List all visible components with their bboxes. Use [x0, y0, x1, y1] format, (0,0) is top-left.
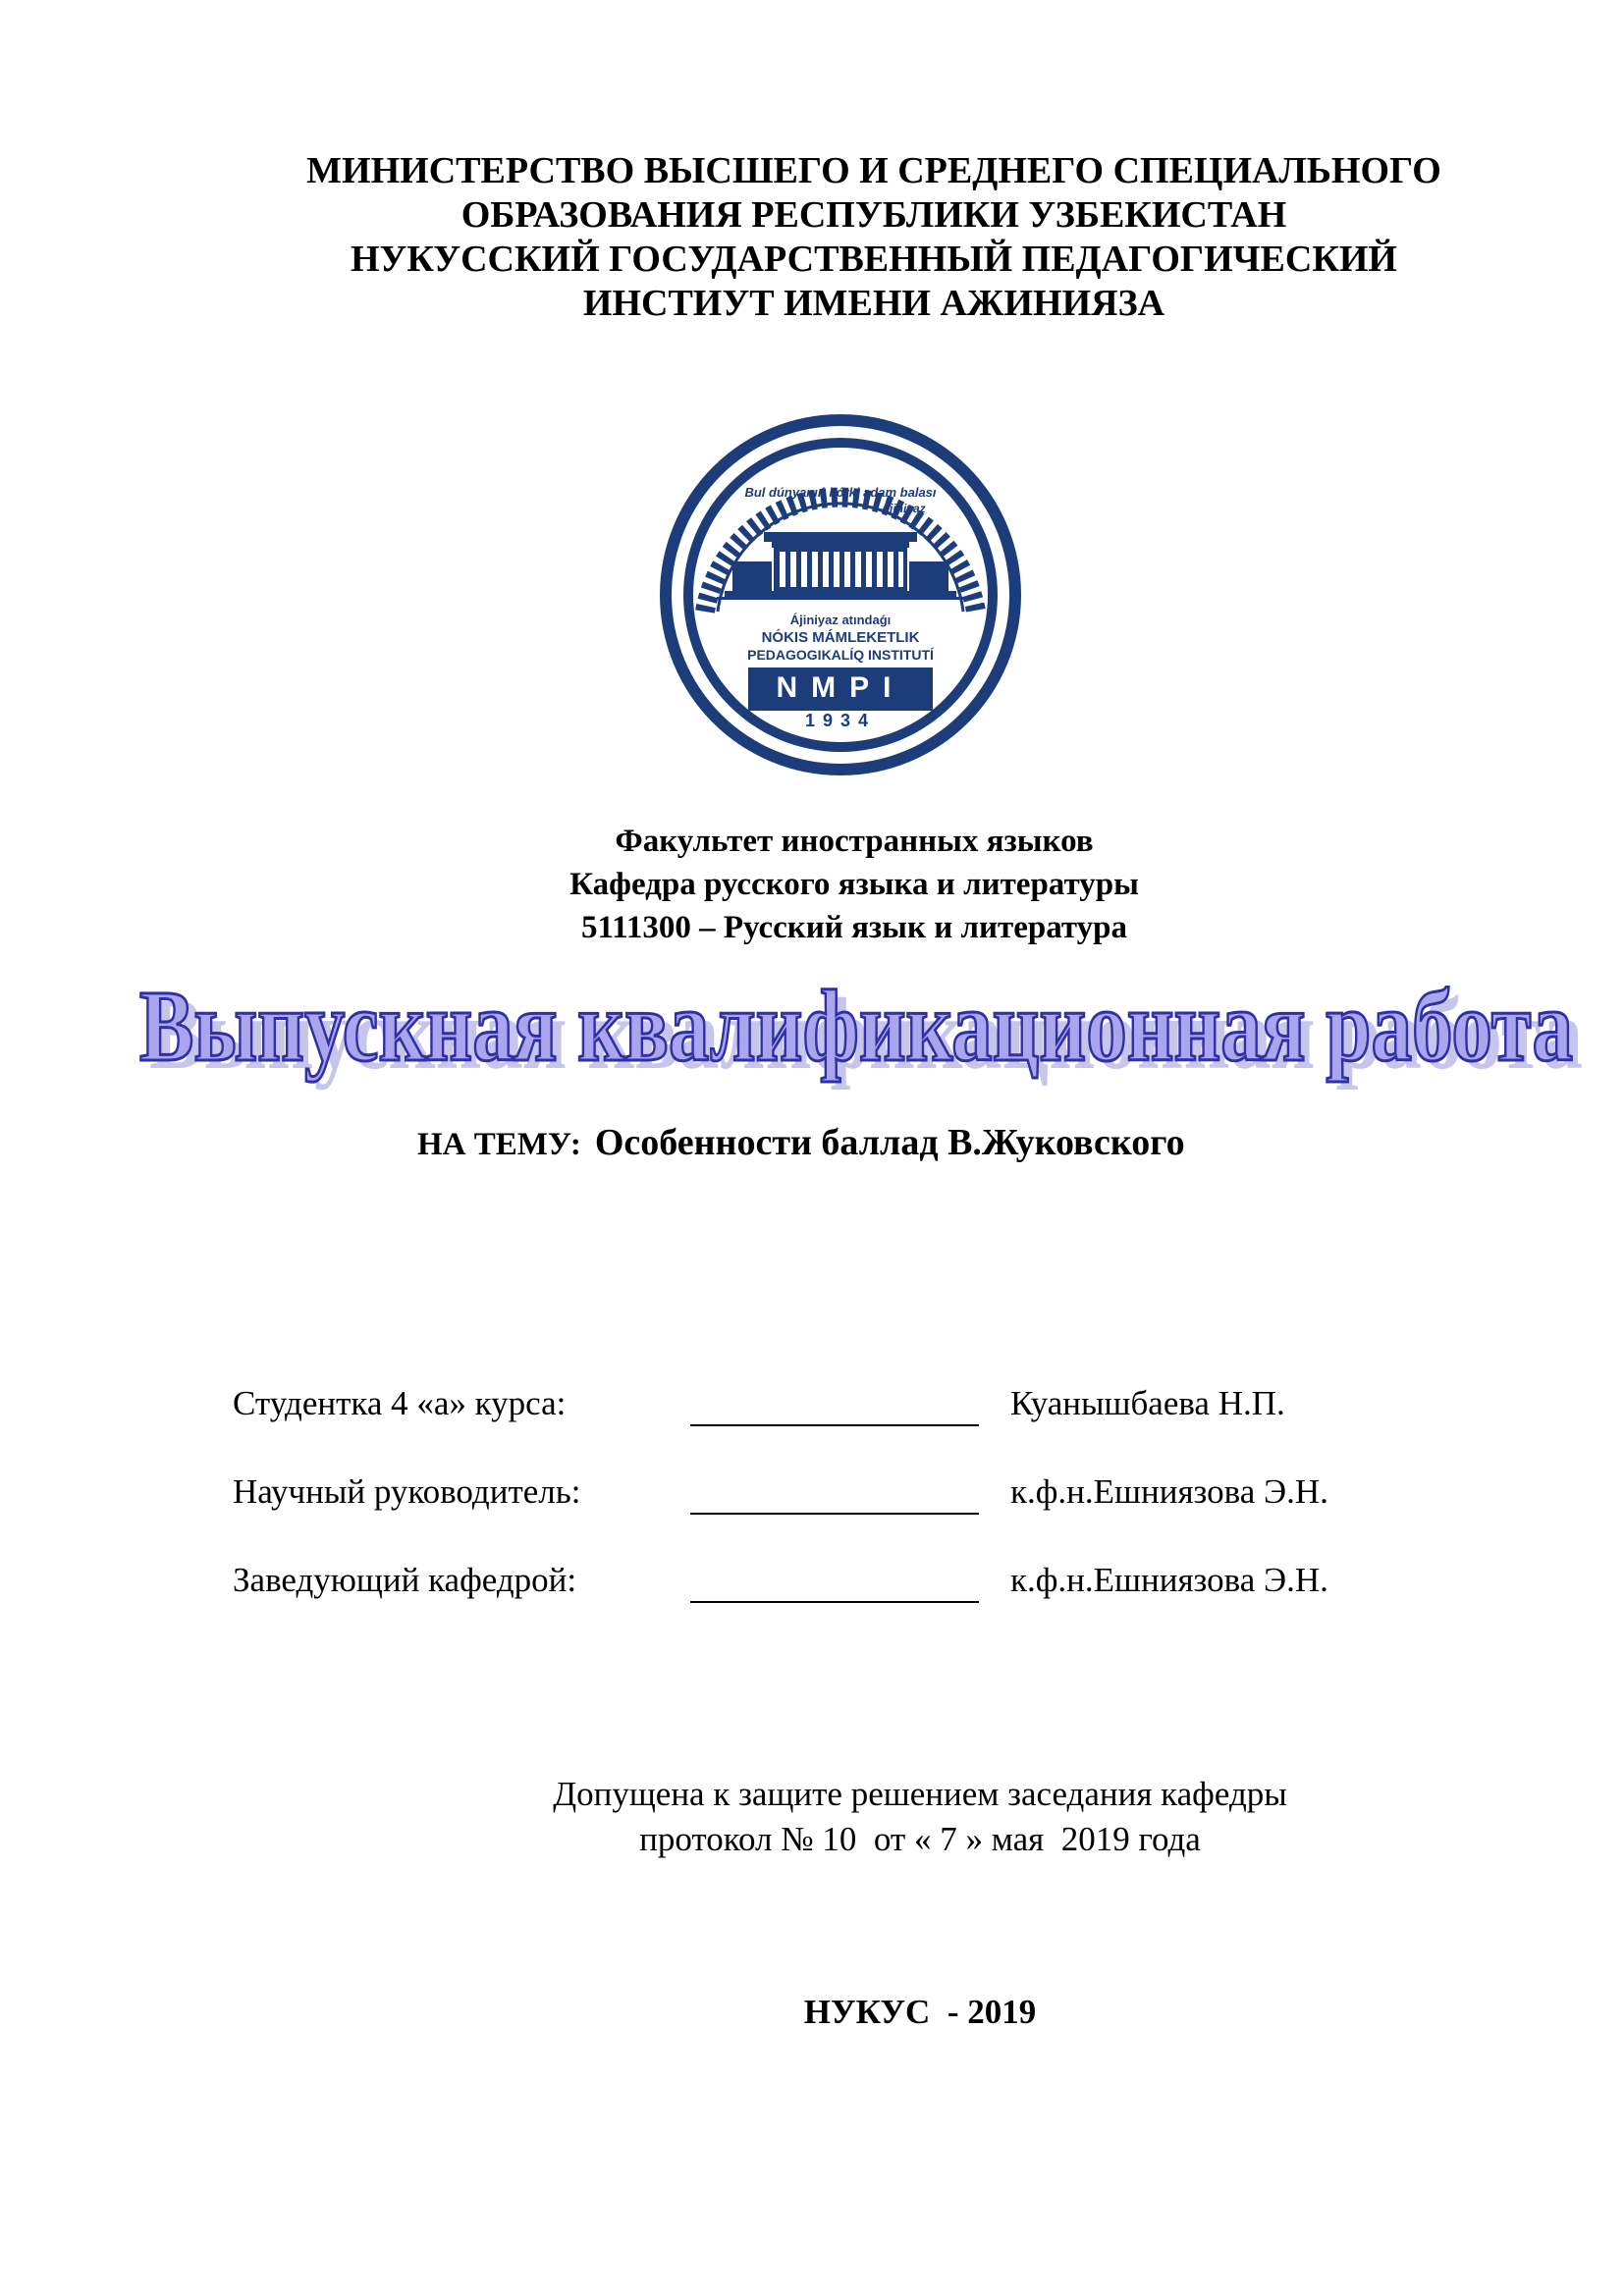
city-year: НУКУС - 2019: [803, 1993, 1037, 2031]
topic-label: НА ТЕМУ:: [417, 1127, 581, 1162]
protocol-line: протокол № 10 от « 7 » мая 2019 года: [639, 1820, 1201, 1858]
signature-name: Куанышбаева Н.П.: [1010, 1384, 1285, 1422]
faculty-block: [383, 820, 1326, 949]
institute-line: ИНСТИУТ ИМЕНИ АЖИНИЯЗА: [582, 283, 1165, 324]
institute-line: НУКУССКИЙ ГОСУДАРСТВЕННЫЙ ПЕДАГОГИЧЕСКИЙ: [350, 239, 1397, 280]
logo-abbreviation: NMPI: [776, 671, 905, 704]
specialty-code: 5111300 – Русский язык и литература: [580, 910, 1127, 945]
signature-name: к.ф.н.Ешниязова Э.Н.: [1010, 1561, 1328, 1599]
signature-line: [690, 1424, 979, 1426]
signature-line: [690, 1513, 979, 1515]
logo-year: 1934: [804, 711, 877, 730]
logo-motto: Bul dúnyanıń kórki adam balası: [744, 485, 937, 500]
signature-role: Научный руководитель:: [233, 1472, 581, 1511]
logo-name-line2: NÓKIS MÁMLEKETLIK: [761, 629, 920, 646]
signature-row: [233, 1472, 1411, 1522]
topic-text: Особенности баллад В.Жуковского: [594, 1122, 1185, 1163]
thesis-title-wordart: [118, 980, 1591, 1107]
ministry-header: [187, 149, 1561, 326]
topic-line: [417, 1121, 1185, 1164]
signature-role: Заведующий кафедрой:: [233, 1561, 577, 1599]
signature-row: [233, 1384, 1411, 1433]
admission-line: Допущена к защите решением заседания кафедры: [553, 1775, 1287, 1813]
ministry-line: МИНИСТЕРСТВО ВЫСШЕГО И СРЕДНЕГО СПЕЦИАЛЬНОГО: [306, 150, 1441, 191]
institute-logo-emblem: [656, 410, 1025, 779]
signature-line: [690, 1601, 979, 1603]
logo-name-line1: Ájiniyaz atındaǵı: [789, 613, 892, 627]
logo-motto-author: Ájiniyaz: [881, 502, 926, 515]
thesis-title: Выпускная квалификационная работа: [139, 980, 1573, 1083]
thesis-title-shadow: Выпускная квалификационная работа: [149, 980, 1583, 1091]
signature-role: Студентка 4 «а» курса:: [233, 1384, 567, 1422]
signature-name: к.ф.н.Ешниязова Э.Н.: [1010, 1472, 1328, 1511]
ministry-line: ОБРАЗОВАНИЯ РЕСПУБЛИКИ УЗБЕКИСТАН: [460, 194, 1287, 236]
faculty-name: Факультет иностранных языков: [615, 824, 1094, 859]
logo-name-line3: PEDAGOGIKALÍQ INSTITUTÍ: [747, 647, 934, 663]
department-name: Кафедра русского языка и литературы: [569, 867, 1139, 902]
admission-note: [429, 1772, 1411, 1862]
signature-row: [233, 1561, 1411, 1610]
